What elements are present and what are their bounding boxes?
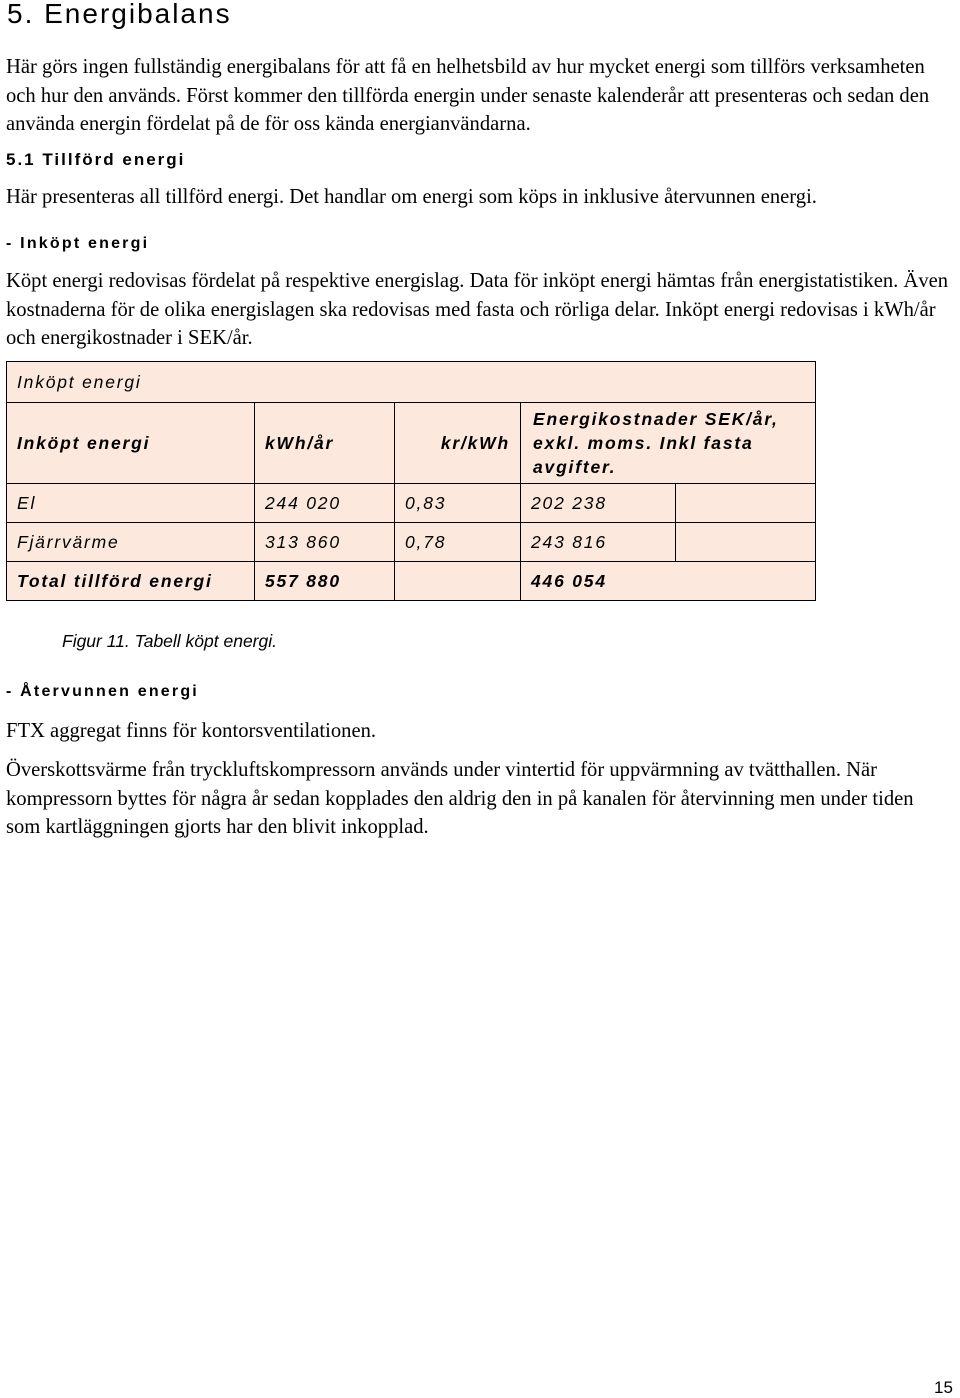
purchased-paragraph: Köpt energi redovisas fördelat på respektive energislag. Data för inköpt energi hämtas från energistatistiken. Även kostnaderna för de olika energislagen ska redovisas med fasta och rörliga delar. Inköpt energi redovisas i kWh/år och energikostnader i SEK/år.: [6, 270, 949, 349]
table-caption: Figur 11. Tabell köpt energi.: [62, 631, 277, 651]
table-cell: 244 020: [255, 484, 395, 523]
intro-paragraph: Här görs ingen fullständig energibalans för att få en helhetsbild av hur mycket energi som tillförs verksamheten och hur den används. Först kommer den tillförda energin under senaste kalenderår att presenteras och sedan den använda energin fördelat på de för oss kända energianvändarna.: [6, 56, 930, 135]
purchased-energy-table: [6, 361, 816, 601]
page-number: 15: [934, 1378, 953, 1397]
recovered-paragraph-1: FTX aggregat finns för kontorsventilationen.: [6, 720, 377, 742]
header-cell: Energikostnader SEK/år, exkl. moms. Inkl fasta avgifter.: [521, 403, 816, 484]
recovered-paragraph-2: Överskottsvärme från tryckluftskompressorn används under vintertid för uppvärmning av tvätthallen. När kompressorn byttes för några år sedan kopplades den aldrig den in på kanalen för återvinning men under tiden som kartläggningen gjorts har den blivit inkopplad.: [6, 759, 914, 838]
table-cell: 243 816: [521, 523, 676, 562]
purchased-heading: - Inköpt energi: [6, 235, 150, 252]
table-cell: 313 860: [255, 523, 395, 562]
recovered-heading: - Återvunnen energi: [6, 683, 199, 700]
header-cell: kWh/år: [255, 403, 395, 484]
table-cell: Fjärrvärme: [7, 523, 255, 562]
table-row: [7, 484, 816, 523]
table-cell: [676, 484, 816, 523]
header-cell: kr/kWh: [395, 403, 521, 484]
table-cell: [676, 523, 816, 562]
header-cell: Inköpt energi: [7, 403, 255, 484]
subsection-title: 5.1 Tillförd energi: [6, 150, 186, 169]
table-cell: El: [7, 484, 255, 523]
section-title: 5. Energibalans: [7, 0, 232, 29]
table-cell: 0,83: [395, 484, 521, 523]
table-cell: Total tillförd energi: [7, 562, 255, 601]
table-cell: [395, 562, 521, 601]
table-header-row: [7, 403, 816, 484]
table-cell: 202 238: [521, 484, 676, 523]
table-row: [7, 523, 816, 562]
table-cell: 557 880: [255, 562, 395, 601]
table-cell: 0,78: [395, 523, 521, 562]
table-title: Inköpt energi: [7, 362, 816, 403]
subsection-paragraph: Här presenteras all tillförd energi. Det handlar om energi som köps in inklusive återvunnen energi.: [6, 186, 817, 208]
table-total-row: [7, 562, 816, 601]
table-cell: 446 054: [521, 562, 816, 601]
